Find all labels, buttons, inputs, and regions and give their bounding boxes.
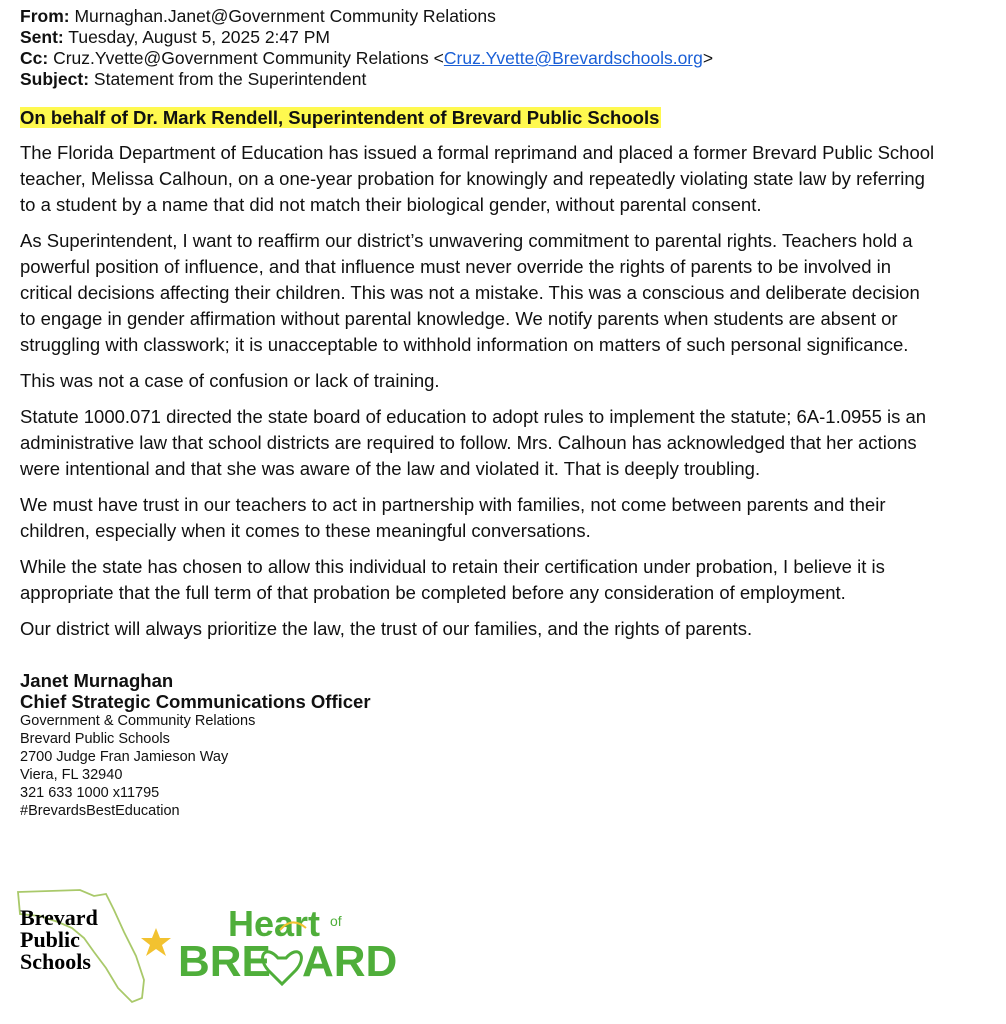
subject-line (20, 69, 986, 90)
signature-title: Chief Strategic Communications Officer (20, 691, 371, 712)
signature-line: Brevard Public Schools (20, 731, 170, 747)
cc-value: Cruz.Yvette@Government Community Relations (53, 48, 429, 68)
signature-details (20, 712, 986, 820)
bps-logo-word-2: Public (20, 927, 80, 952)
from-line (20, 6, 986, 27)
bps-logo-word-1: Brevard (20, 905, 98, 930)
paragraph-line: struggling with classwork; it is unacceptable to withhold information on matters of such personal significance. (20, 334, 909, 355)
body-paragraph (20, 492, 986, 544)
cc-email-link[interactable]: Cruz.Yvette@Brevardschools.org (443, 48, 703, 68)
highlighted-heading: On behalf of Dr. Mark Rendell, Superintendent of Brevard Public Schools (20, 107, 660, 128)
sent-line (20, 27, 986, 48)
paragraph-line: appropriate that the full term of that probation be completed before any consideration of employment. (20, 582, 846, 603)
body-paragraph (20, 554, 986, 606)
subject-label: Subject: (20, 69, 90, 89)
star-icon (141, 928, 171, 956)
signature-line: Viera, FL 32940 (20, 767, 123, 783)
signature-line: 321 633 1000 x11795 (20, 785, 160, 801)
body-paragraph (20, 140, 986, 218)
paragraph-line: Our district will always prioritize the law, the trust of our families, and the rights of parents. (20, 618, 753, 639)
paragraph-line: administrative law that school districts are required to follow. Mrs. Calhoun has acknowledged that her actions (20, 432, 917, 453)
paragraph-line: While the state has chosen to allow this individual to retain their certification under probation, I believe it is (20, 556, 885, 577)
body-paragraph (20, 616, 986, 642)
body-paragraph (20, 228, 986, 358)
email-message (20, 6, 986, 820)
body-paragraph (20, 404, 986, 482)
paragraph-line: Statute 1000.071 directed the state board of education to adopt rules to implement the statute; 6A-1.0955 is an (20, 406, 927, 427)
from-label: From: (20, 6, 70, 26)
cc-bracket-close: > (702, 48, 714, 68)
paragraph-line: As Superintendent, I want to reaffirm our district’s unwavering commitment to parental rights. Teachers hold a (20, 230, 913, 251)
subject-value: Statement from the Superintendent (93, 69, 367, 89)
brevard-logo-word-start: BRE (178, 937, 271, 986)
cc-line (20, 48, 986, 69)
sent-label: Sent: (20, 27, 64, 47)
heart-of-brevard-logo (178, 903, 397, 986)
of-logo-word: of (330, 913, 342, 929)
cc-bracket-open: < (433, 48, 444, 68)
paragraph-line: This was not a case of confusion or lack of training. (20, 370, 440, 391)
paragraph-line: critical decisions affecting their children. This was not a mistake. This was a conscious and deliberate decision (20, 282, 920, 303)
paragraph-line: The Florida Department of Education has issued a formal reprimand and placed a former Brevard Public School (20, 142, 935, 163)
from-value: Murnaghan.Janet@Government Community Relations (74, 6, 496, 26)
logos (10, 880, 410, 1010)
paragraph-line: powerful position of influence, and that influence must never override the rights of parents to be involved in (20, 256, 892, 277)
signature-line: 2700 Judge Fran Jamieson Way (20, 749, 229, 765)
paragraph-line: to a student by a name that did not match their biological gender, without parental consent. (20, 194, 762, 215)
paragraph-line: We must have trust in our teachers to act in partnership with families, not come between parents and their (20, 494, 886, 515)
heart-logo-word: Heart (228, 903, 321, 944)
signature-line: Government & Community Relations (20, 713, 256, 729)
paragraph-line: to engage in gender affirmation without parental knowledge. We notify parents when students are absent or (20, 308, 898, 329)
sent-value: Tuesday, August 5, 2025 2:47 PM (68, 27, 330, 47)
cc-label: Cc: (20, 48, 49, 68)
brevard-public-schools-logo (18, 890, 171, 1002)
email-body (20, 140, 986, 642)
paragraph-line: children, especially when it comes to these meaningful conversations. (20, 520, 591, 541)
signature-block (20, 670, 986, 820)
paragraph-line: were intentional and that she was aware of the law and violated it. That is deeply troubling. (20, 458, 761, 479)
highlight-line (20, 106, 986, 130)
signature-name: Janet Murnaghan (20, 670, 174, 691)
body-paragraph (20, 368, 986, 394)
brevard-logo-word-end: ARD (302, 937, 398, 986)
signature-line: #BrevardsBestEducation (20, 803, 180, 819)
paragraph-line: teacher, Melissa Calhoun, on a one-year probation for knowingly and repeatedly violating state law by referring (20, 168, 925, 189)
bps-logo-word-3: Schools (20, 949, 91, 974)
